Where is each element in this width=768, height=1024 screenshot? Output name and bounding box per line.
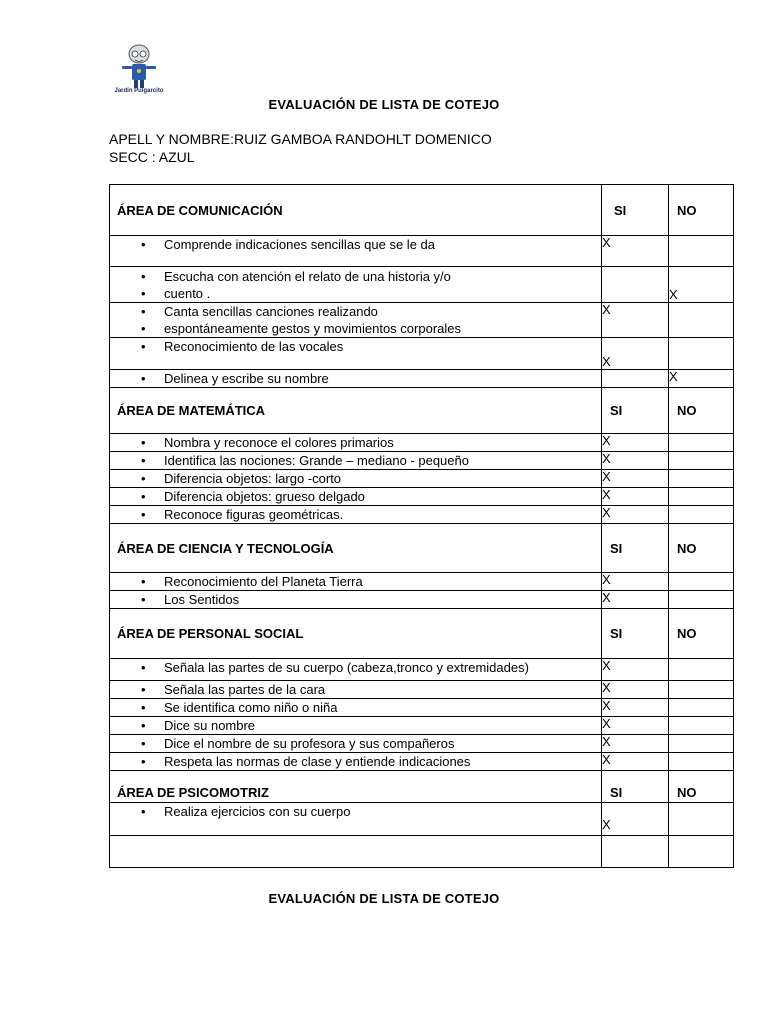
document-title-repeat: EVALUACIÓN DE LISTA DE COTEJO	[268, 891, 500, 906]
criterion-text: • Comprende indicaciones sencillas que se le da	[110, 236, 601, 253]
table-row	[110, 434, 734, 452]
criterion-text: • Se identifica como niño o niña	[110, 699, 601, 716]
table-row	[110, 267, 734, 303]
criterion-text: • Reconocimiento de las vocales	[110, 338, 601, 355]
criterion-text: • Respeta las normas de clase y entiende indicaciones	[110, 753, 601, 770]
criterion-text: • Realiza ejercicios con su cuerpo	[110, 803, 601, 820]
no-mark	[669, 803, 734, 836]
si-mark: X	[602, 735, 669, 753]
no-mark	[669, 434, 734, 452]
area-header-row	[110, 388, 734, 434]
table-row	[110, 803, 734, 836]
si-mark: X	[602, 803, 669, 836]
area-title: ÁREA DE PSICOMOTRIZ	[110, 771, 602, 803]
no-mark	[669, 488, 734, 506]
criterion-text: • Reconocimiento del Planeta Tierra	[110, 573, 601, 590]
si-header: SI	[602, 609, 669, 659]
si-mark: X	[602, 236, 669, 267]
no-header: NO	[669, 609, 734, 659]
no-mark	[669, 452, 734, 470]
student-section: SECC : AZUL	[109, 149, 195, 165]
si-header: SI	[602, 185, 669, 236]
si-mark: X	[602, 753, 669, 771]
table-row	[110, 452, 734, 470]
empty-cell	[110, 836, 602, 868]
area-header-row	[110, 524, 734, 573]
no-mark	[669, 591, 734, 609]
logo-caption: Jardín Pulgarcito	[114, 88, 164, 94]
si-mark: X	[602, 338, 669, 370]
si-mark: X	[602, 717, 669, 735]
criterion-text: • Diferencia objetos: largo -corto	[110, 470, 601, 487]
criterion-text: • Delinea y escribe su nombre	[110, 370, 601, 387]
criterion-text: • Nombra y reconoce el colores primarios	[110, 434, 601, 451]
si-mark	[602, 267, 669, 303]
criterion-text: • Dice el nombre de su profesora y sus compañeros	[110, 735, 601, 752]
si-mark: X	[602, 659, 669, 681]
empty-row	[110, 836, 734, 868]
no-mark	[669, 753, 734, 771]
criterion-text: • Señala las partes de la cara	[110, 681, 601, 698]
si-mark: X	[602, 699, 669, 717]
criterion-text: • Identifica las nociones: Grande – mediano - pequeño	[110, 452, 601, 469]
table-row	[110, 488, 734, 506]
criterion-text: • espontáneamente gestos y movimientos corporales	[110, 320, 601, 337]
criterion-text: • Diferencia objetos: grueso delgado	[110, 488, 601, 505]
table-row	[110, 236, 734, 267]
table-row	[110, 506, 734, 524]
no-mark	[669, 735, 734, 753]
si-mark: X	[602, 591, 669, 609]
criterion-text: • Reconoce figuras geométricas.	[110, 506, 601, 523]
table-row	[110, 470, 734, 488]
table-row	[110, 681, 734, 699]
table-row	[110, 573, 734, 591]
si-mark: X	[602, 303, 669, 338]
table-row	[110, 735, 734, 753]
criterion-text: • Los Sentidos	[110, 591, 601, 608]
checklist-table	[109, 184, 734, 868]
si-header: SI	[602, 388, 669, 434]
si-mark: X	[602, 506, 669, 524]
area-header-row	[110, 771, 734, 803]
no-mark	[669, 470, 734, 488]
no-mark	[669, 573, 734, 591]
no-mark	[669, 303, 734, 338]
criterion-text: • Dice su nombre	[110, 717, 601, 734]
empty-cell	[602, 836, 669, 868]
criterion-text: • Canta sencillas canciones realizando	[110, 303, 601, 320]
no-header: NO	[669, 388, 734, 434]
area-title: ÁREA DE MATEMÁTICA	[110, 388, 602, 434]
no-header: NO	[669, 524, 734, 573]
no-mark	[669, 681, 734, 699]
table-row	[110, 659, 734, 681]
si-mark: X	[602, 452, 669, 470]
criterion-text: • Escucha con atención el relato de una historia y/o	[110, 268, 601, 285]
si-mark: X	[602, 434, 669, 452]
table-row	[110, 591, 734, 609]
si-header: SI	[602, 771, 669, 803]
criterion-text: • Señala las partes de su cuerpo (cabeza,tronco y extremidades)	[110, 659, 601, 676]
student-name: APELL Y NOMBRE:RUIZ GAMBOA RANDOHLT DOMENICO	[109, 131, 492, 147]
si-header: SI	[602, 524, 669, 573]
table-row	[110, 753, 734, 771]
table-row	[110, 303, 734, 338]
no-header: NO	[669, 771, 734, 803]
no-mark	[669, 717, 734, 735]
si-mark: X	[602, 488, 669, 506]
si-mark: X	[602, 681, 669, 699]
area-title: ÁREA DE PERSONAL SOCIAL	[110, 609, 602, 659]
no-mark	[669, 699, 734, 717]
table-row	[110, 370, 734, 388]
document-title: EVALUACIÓN DE LISTA DE COTEJO	[268, 97, 500, 112]
table-row	[110, 717, 734, 735]
no-mark: X	[669, 267, 734, 303]
criterion-text: • cuento .	[110, 285, 601, 302]
no-mark	[669, 338, 734, 370]
no-mark	[669, 506, 734, 524]
area-header-row	[110, 609, 734, 659]
si-mark: X	[602, 470, 669, 488]
no-mark	[669, 659, 734, 681]
no-header: NO	[669, 185, 734, 236]
si-mark: X	[602, 573, 669, 591]
area-title: ÁREA DE CIENCIA Y TECNOLOGÍA	[110, 524, 602, 573]
area-header-row	[110, 185, 734, 236]
empty-cell	[669, 836, 734, 868]
area-title: ÁREA DE COMUNICACIÓN	[110, 185, 602, 236]
si-mark	[602, 370, 669, 388]
table-row	[110, 338, 734, 370]
no-mark	[669, 236, 734, 267]
no-mark: X	[669, 370, 734, 388]
table-row	[110, 699, 734, 717]
